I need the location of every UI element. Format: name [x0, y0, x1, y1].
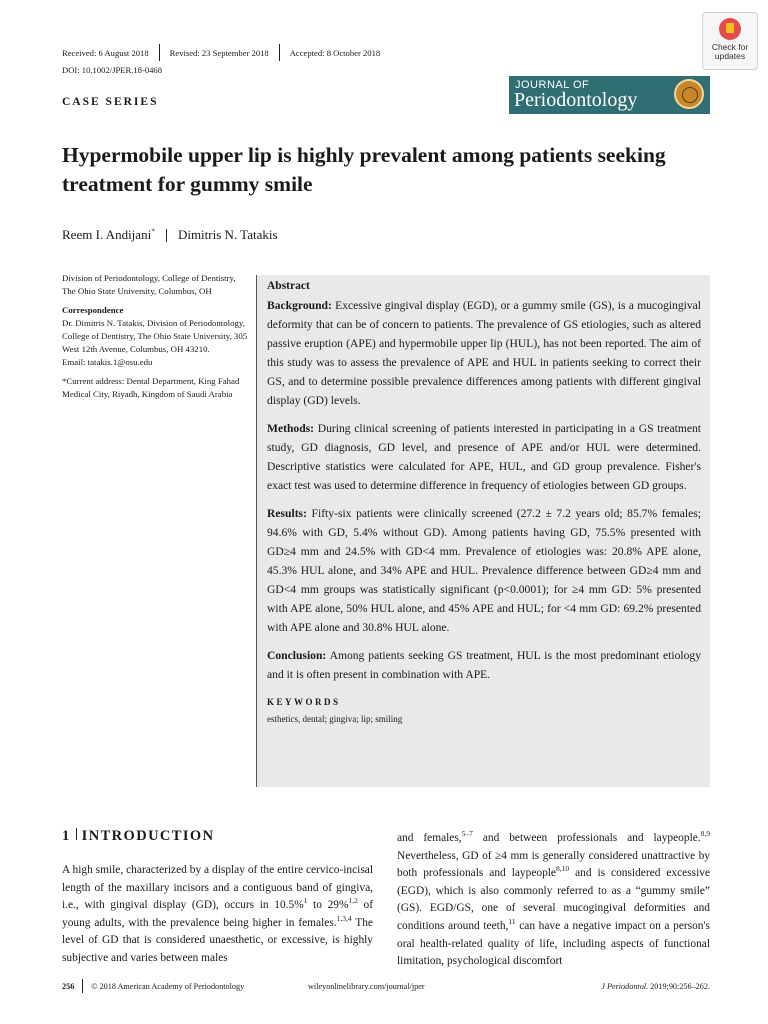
accepted-date: Accepted: 8 October 2018	[289, 47, 381, 58]
correspondence-heading: Correspondence	[62, 305, 124, 315]
journal-logo-line2: Periodontology	[514, 89, 638, 111]
section-type: CASE SERIES	[62, 96, 159, 108]
abstract-methods: Methods: During clinical screening of patients interested in participating in a GS treatment study, GD diagnosis, GD level, and presence of APE and/or HUL were determined. Descriptive statistics were calculated for APE, HUL, and GD group prevalence. Fisher's exact test was used to determine difference in frequency of etiologies between GD groups.	[267, 422, 701, 492]
journal-logo	[509, 76, 710, 114]
intro-paragraph-continued: and females,$^{5-7}$ and between professionals and laypeople.$^{8,9}$ Nevertheless, GD of ≥4 mm is generally considered unattractive by both professionals and laypeople$^{8,10}$ and is considered excessive (EGD), which is also commonly referred to as a “gummy smile” (GS). EGD/GS, one of several mucogingival deformities and conditions around teeth,$^{11}$ can have a negative impact on a person's oral health-related quality of life, including aspects of functional limitation, psychological discomfort	[397, 829, 711, 968]
citation-ref[interactable]: 1,3,4	[336, 913, 352, 923]
citation: J Periodontol. 2019;90:256–262.	[601, 981, 710, 991]
citation-ref[interactable]: 11	[508, 917, 516, 927]
correspondence-address: Dr. Dimitris N. Tatakis, Division of Periodontology, College of Dentistry, The Ohio State University, 305 West 12th Avenue, Columbus, OH 43210.	[62, 318, 248, 354]
intro-paragraph: A high smile, characterized by a display of the entire cervico-incisal length of the maxillary incisors and a contiguous band of gingiva, i.e., with gingival display (GD), occurs in 10.5%$^1$ to 29%$^{1,2}$ of young adults, with the prevalence being higher in females.$^{1,3,4}$ The level of GD that is considered unaesthetic, or excessive, is highly subjective and varies between males	[62, 864, 373, 964]
abstract-heading: Abstract	[267, 280, 310, 292]
keywords: esthetics, dental; gingiva; lip; smiling	[267, 714, 403, 724]
keywords-heading: KEYWORDS	[267, 697, 341, 707]
journal-logo-line1: JOURNAL OF	[515, 79, 590, 91]
body-column-right	[397, 830, 710, 971]
citation-ref[interactable]: 8,9	[700, 829, 711, 839]
current-address: *Current address: Dental Department, King Fahad Medical City, Riyadh, Kingdom of Saudi Arabia	[62, 376, 240, 399]
affiliation-sidebar	[62, 272, 250, 407]
author-1[interactable]: Reem I. Andijani*	[62, 226, 155, 242]
body-column-left	[62, 862, 373, 968]
page-footer	[62, 979, 710, 993]
divider	[82, 979, 83, 993]
abstract-box	[256, 275, 710, 787]
citation-ref[interactable]: 5–7	[461, 829, 473, 839]
abstract-background: Background: Excessive gingival display (EGD), or a gummy smile (GS), is a mucogingival deformity that can be of concern to patients. The prevalence of GS etiologies, such as altered passive eruption (APE) and hypermobile upper lip (HUL), has not been reported. The aim of this study was to assess the prevalence of APE and HUL in patients seeking to correct their GS, and to determine possible prevalence differences among patients with different gingival display (GD) levels.	[267, 299, 701, 407]
abstract-results: Results: Fifty-six patients were clinically screened (27.2 ± 7.2 years old; 85.7% females; 94.6% with GD, 5.4% without GD). Among patients having GD, 75.5% presented with GD≥4 mm and 24.5% with GD<4 mm. Prevalence of etiologies was: 20.8% APE alone, 45.3% HUL alone, and 34% APE and HUL. Prevalence difference between GD≥4 mm and GD<4 mm groups was statistically significant (p<0.0001); for ≥4 mm GD: 5% presented with APE alone, 50% HUL alone, and 45% APE and HUL; for <4 mm GD: 69.2% presented with APE alone and 30.8% HUL alone.	[267, 507, 701, 634]
section-heading-introduction	[62, 828, 214, 845]
check-updates-line1: Check for	[711, 42, 749, 52]
author-1-mark: *	[151, 226, 155, 236]
aap-seal-icon	[674, 79, 704, 109]
divider	[76, 828, 77, 840]
citation-ref[interactable]: 1	[303, 896, 308, 906]
journal-url[interactable]: wileyonlinelibrary.com/journal/jper	[308, 981, 425, 991]
check-updates-line2: updates	[714, 51, 746, 61]
citation-ref[interactable]: 8,10	[555, 864, 570, 874]
section-title: INTRODUCTION	[81, 828, 215, 844]
bookmark-icon	[719, 18, 741, 40]
author-2[interactable]: Dimitris N. Tatakis	[177, 227, 278, 242]
affiliation: Division of Periodontology, College of Dentistry, The Ohio State University, Columbus, OH	[62, 273, 236, 296]
divider	[279, 44, 280, 61]
received-date: Received: 6 August 2018	[62, 47, 149, 58]
article-dates	[62, 44, 380, 61]
doi[interactable]: DOI: 10.1002/JPER.18-0468	[62, 65, 163, 75]
citation-ref[interactable]: 1,2	[348, 896, 358, 906]
authors	[62, 227, 278, 243]
revised-date: Revised: 23 September 2018	[169, 47, 269, 58]
page-number: 256	[62, 981, 75, 991]
section-number: 1	[62, 828, 71, 844]
article-title: Hypermobile upper lip is highly prevalent among patients seeking treatment for gummy smile	[62, 143, 666, 196]
check-for-updates-button[interactable]	[702, 12, 758, 70]
divider	[166, 229, 167, 242]
correspondence-email[interactable]: Email: tatakis.1@osu.edu	[62, 357, 153, 367]
divider	[159, 44, 160, 61]
abstract-conclusion: Conclusion: Among patients seeking GS treatment, HUL is the most predominant etiology and it is often present in combination with APE.	[267, 649, 701, 681]
copyright: © 2018 American Academy of Periodontology	[91, 981, 245, 991]
